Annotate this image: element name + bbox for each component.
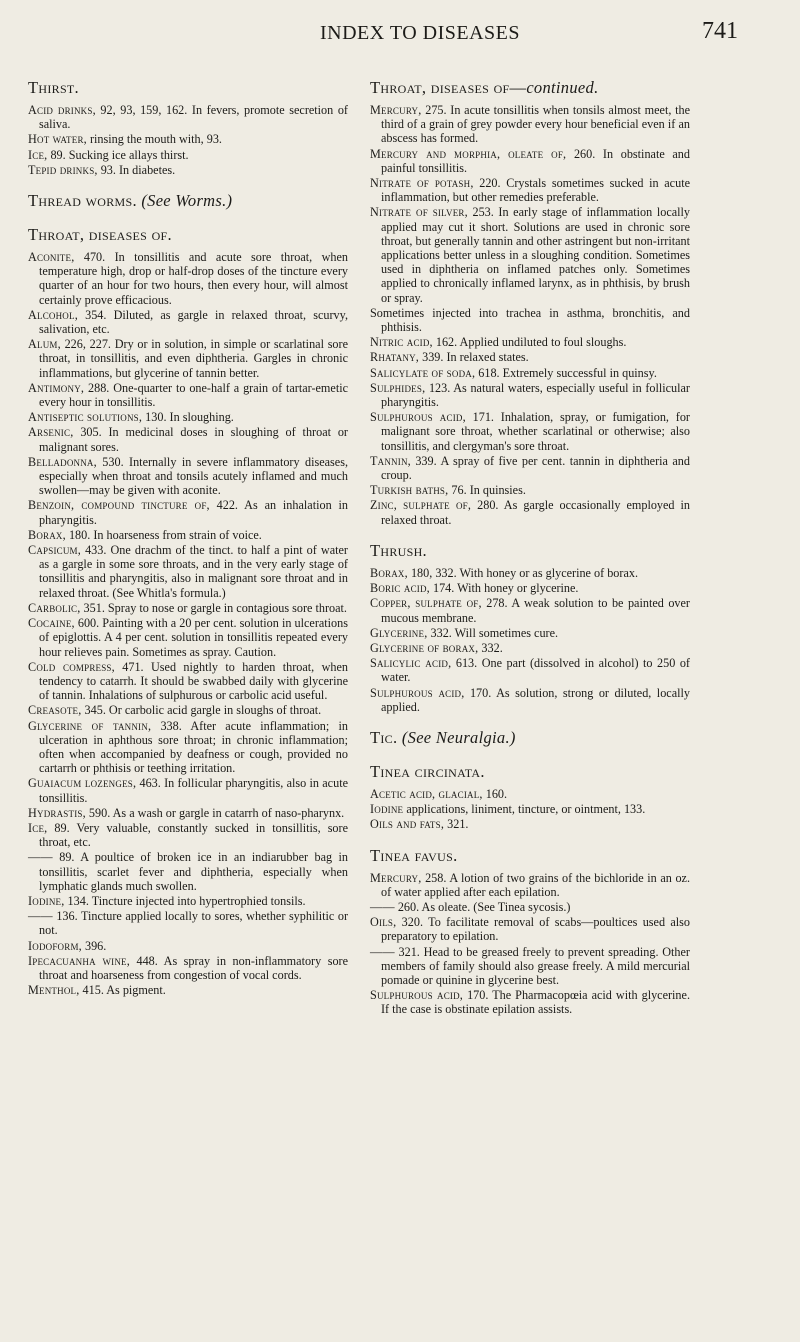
entry-term: Salicylate of soda, [370, 365, 476, 380]
index-entry [28, 806, 348, 820]
index-entry [28, 410, 348, 424]
entry-term: Hot water, [28, 132, 87, 147]
index-section-throat-diseases-of [28, 225, 348, 997]
entry-term: Oils and fats, [370, 817, 445, 832]
index-entry [370, 350, 690, 364]
entry-term: Aconite, [28, 250, 75, 265]
entry-text: 180. In hoarseness from strain of voice. [65, 527, 262, 542]
entry-text: 463. In follicular pharyngitis, also in acute tonsillitis. [39, 776, 348, 805]
index-entry [28, 954, 348, 982]
index-entry [370, 945, 690, 988]
page-number: 741 [702, 18, 738, 44]
section-heading [28, 191, 348, 211]
heading-text: Thirst. [28, 78, 79, 97]
entry-text: 618. Extremely successful in quinsy. [475, 365, 657, 380]
index-entry [28, 719, 348, 776]
index-entry [370, 176, 690, 204]
entry-text: 288. One-quarter to one-half a grain of tartar-emetic every hour in tonsillitis. [39, 380, 348, 410]
entry-term: Hydrastis, [28, 805, 86, 820]
section-heading [370, 78, 690, 98]
see-reference: (See Worms.) [141, 191, 233, 211]
entry-text: 130. In sloughing. [142, 410, 234, 425]
index-entry [28, 148, 348, 162]
entry-text: 351. Spray to nose or gargle in contagious sore throat. [80, 600, 347, 615]
index-entry [28, 821, 348, 849]
heading-text: Tinea favus. [370, 845, 458, 865]
index-entry [28, 543, 348, 600]
section-heading [28, 78, 348, 98]
index-entry [28, 381, 348, 409]
section-heading [370, 846, 690, 866]
entry-text: 93. In diabetes. [97, 162, 176, 177]
index-entry [28, 983, 348, 997]
entry-term: Sulphurous acid, [370, 685, 465, 700]
index-entry [370, 802, 690, 816]
entry-term: Alcohol, [28, 307, 78, 322]
entry-term: Iodine, [28, 893, 65, 908]
index-entry [370, 483, 690, 497]
index-section-throat-diseases-of [370, 78, 690, 527]
index-entry [370, 381, 690, 409]
entry-term: Capsicum, [28, 543, 81, 558]
entry-text: 321. Head to be greased freely to prevent spreading. Other members of family should also grease freely. A mild mercurial pomade or quinine in glycerine best. [381, 944, 690, 987]
index-entry [370, 871, 690, 899]
entry-text: 448. As spray in non-inflammatory sore throat and hoarseness from congestion of vocal cords. [39, 953, 349, 982]
index-entry [28, 455, 348, 498]
entry-term: Menthol, [28, 983, 80, 998]
section-heading [370, 541, 690, 561]
index-entry [370, 581, 690, 595]
index-entry [370, 686, 690, 714]
entry-term: —— [28, 850, 53, 865]
entry-term: Cold compress, [28, 659, 115, 674]
entry-term: Rhatany, [370, 350, 420, 365]
index-entry [28, 939, 348, 953]
entry-term: Borax, [28, 527, 66, 542]
entry-text: 415. As pigment. [79, 983, 166, 998]
entry-text: 226, 227. Dry or in solution, in simple or scarlatinal sore throat, in tonsillitis, and even diphtheria. Gargles in chronic inflammations, but glycerine of tannin better. [39, 337, 348, 380]
entry-text: 471. Used nightly to harden throat, when tendency to catarrh. It should be swabbed daily with glycerine of tannin. Inhalations of sulphurous or carbolic acid useful. [39, 659, 349, 703]
index-entry [370, 366, 690, 380]
entry-text: 253. In early stage of inflammation locally applied may cut it short. Solutions are used in chronic sore throat, but generally tannin and other astringent but non-irritant applications better unless in a sloughing condition. Sometimes used in diphtheria on inflamed patches only. Sometimes applied to chronically inflamed larynx, as in phthisis, by brush or spray. [381, 205, 691, 305]
entry-text: 339. A spray of five per cent. tannin in diphtheria and croup. [381, 453, 690, 483]
index-entry [28, 909, 348, 937]
entry-term: Acid drinks, [28, 103, 96, 117]
entry-term: Nitrate of silver, [370, 205, 468, 220]
entry-text: 530. Internally in severe inflammatory diseases, especially when throat and tonsils acutely inflamed and much swollen—may be given with aconite. [39, 454, 348, 498]
entry-text: 433. One drachm of the tinct. to half a pint of water as a gargle in some sore throats, and in the very early stage of tonsillitis and pharyngitis, also in malignant sore throat and in relaxed throat. (See Whitla's formula.) [39, 543, 348, 600]
entry-term: Ice, [28, 147, 48, 162]
entry-term: Antimony, [28, 380, 85, 395]
entry-term: Mercury, [370, 103, 422, 117]
entry-term: Benzoin, compound tincture of, [28, 498, 210, 513]
index-entry [28, 337, 348, 380]
entry-term: Boric acid, [370, 581, 430, 596]
index-section-tinea-circinata [370, 762, 690, 832]
index-entry [370, 641, 690, 655]
index-entry [28, 703, 348, 717]
entry-text: applications, liniment, tincture, or ointment, 133. [403, 802, 646, 817]
index-entry [370, 596, 690, 624]
index-section-thirst [28, 78, 348, 177]
index-entry [28, 850, 348, 893]
entry-text: 89. Sucking ice allays thirst. [47, 147, 189, 162]
entry-text: 92, 93, 159, 162. In fevers, promote secretion of saliva. [39, 103, 348, 132]
entry-term: Creasote, [28, 703, 82, 718]
entry-text: 89. Very valuable, constantly sucked in tonsillitis, sore throat, etc. [39, 820, 348, 850]
entry-term: Alum, [28, 337, 61, 352]
index-section-tic [370, 728, 690, 748]
index-entry [370, 900, 690, 914]
entry-text: 613. One part (dissolved in alcohol) to 250 of water. [381, 656, 690, 685]
entry-text: 305. In medicinal doses in sloughing of throat or malignant sores. [39, 425, 348, 454]
entry-text: 320. To facilitate removal of scabs—poultices used also preparatory to epilation. [381, 915, 690, 944]
entry-term: Nitrate of potash, [370, 176, 474, 191]
index-entry [370, 498, 690, 526]
entry-text: 76. In quinsies. [448, 483, 526, 498]
entry-text: 321. [444, 817, 469, 832]
entry-text: 280. As gargle occasionally employed in relaxed throat. [381, 498, 690, 527]
entry-text: 345. Or carbolic acid gargle in sloughs of throat. [81, 703, 322, 718]
index-entry [28, 498, 348, 526]
entry-term: Antiseptic solutions, [28, 410, 143, 425]
entry-term: Guaiacum lozenges, [28, 776, 137, 791]
entry-term: Tannin, [370, 453, 411, 468]
entry-text: 170. As solution, strong or diluted, locally applied. [381, 685, 690, 714]
heading-continued: continued. [526, 78, 599, 97]
index-entry [370, 147, 690, 175]
left-column [28, 78, 348, 1011]
index-entry [370, 454, 690, 482]
index-entry [28, 132, 348, 146]
entry-term: Sulphurous acid, [370, 988, 464, 1003]
heading-text: Thread worms. [28, 191, 137, 211]
entry-text: 354. Diluted, as gargle in relaxed throat, scurvy, salivation, etc. [39, 307, 348, 337]
heading-text: Tinea circinata. [370, 761, 485, 781]
entry-term: Glycerine of tannin, [28, 718, 152, 733]
entry-term: Iodine [370, 802, 404, 817]
entry-term: Borax, [370, 565, 408, 580]
entry-term: Tepid drinks, [28, 162, 98, 177]
entry-term: Nitric acid, [370, 335, 433, 350]
index-entry [28, 616, 348, 659]
entry-text: 220. Crystals sometimes sucked in acute inflammation, but other remedies preferable. [381, 176, 690, 205]
entry-text: 470. In tonsillitis and acute sore throat, when temperature high, drop or half-drop doses of the tincture every quarter of an hour for two hours, then every hour, will almost certainly prove efficacious. [39, 250, 348, 307]
index-entry [370, 103, 690, 146]
index-entry [28, 601, 348, 615]
index-entry [370, 306, 690, 334]
entry-term: Mercury and morphia, oleate of, [370, 146, 567, 161]
index-entry [370, 988, 690, 1016]
entry-text: 332. Will sometimes cure. [427, 625, 559, 640]
index-entry [370, 410, 690, 453]
index-entry [28, 894, 348, 908]
index-entry [28, 425, 348, 453]
entry-term: Arsenic, [28, 425, 74, 440]
entry-term: Cocaine, [28, 616, 75, 631]
entry-text: 89. A poultice of broken ice in an indiarubber bag in tonsillitis, scarlet fever and diphtheria, especially when lymphatic glands much swollen. [39, 850, 348, 893]
entry-term: Sulphurous acid, [370, 410, 466, 425]
index-entry [28, 308, 348, 336]
entry-term: Carbolic, [28, 600, 81, 615]
entry-text: rinsing the mouth with, 93. [86, 132, 222, 147]
entry-term: Salicylic acid, [370, 656, 452, 671]
entry-term: Glycerine of borax, [370, 640, 479, 655]
entry-term: Acetic acid, glacial, [370, 786, 483, 801]
entry-term: Copper, sulphate of, [370, 596, 482, 611]
heading-text: Tic. [370, 727, 398, 747]
entry-term: Ice, [28, 820, 48, 835]
entry-text: 600. Painting with a 20 per cent. solution in ulcerations of epiglottis. A 4 per cent. solution in tonsillitis repeated every hour relieves pain. Sometimes as spray. Caution. [39, 616, 348, 659]
index-entry [28, 250, 348, 307]
entry-text: Sometimes injected into trachea in asthma, bronchitis, and phthisis. [370, 305, 690, 335]
entry-text: 590. As a wash or gargle in catarrh of naso-pharynx. [85, 805, 345, 820]
entry-text: 162. Applied undiluted to foul sloughs. [432, 335, 627, 350]
index-entry [28, 528, 348, 542]
index-section-tinea-favus [370, 846, 690, 1017]
entry-term: Oils, [370, 915, 397, 930]
see-reference: (See Neuralgia.) [401, 727, 516, 747]
entry-text: 260. As oleate. (See Tinea sycosis.) [394, 899, 571, 914]
entry-term: Glycerine, [370, 625, 428, 640]
entry-term: Mercury, [370, 870, 422, 885]
entry-text: 258. A lotion of two grains of the bichloride in an oz. of water applied after each epilation. [381, 870, 690, 899]
entry-text: 171. Inhalation, spray, or fumigation, for malignant sore throat, whether scarlatinal or otherwise; also tonsillitis, and clergyman's sore throat. [381, 410, 690, 453]
entry-text: 180, 332. With honey or as glycerine of borax. [407, 565, 639, 580]
index-entry [370, 656, 690, 684]
entry-term: Zinc, sulphate of, [370, 498, 472, 513]
entry-term: Iodoform, [28, 938, 82, 953]
section-heading [28, 225, 348, 245]
entry-term: Ipecacuanha wine, [28, 953, 130, 968]
running-title: INDEX TO DISEASES [320, 22, 520, 44]
right-column [370, 78, 690, 1031]
index-entry [370, 915, 690, 943]
section-heading [370, 728, 690, 748]
index-entry [28, 776, 348, 804]
entry-text: 275. In acute tonsillitis when tonsils almost meet, the third of a grain of grey powder every hour beneficial even if an abscess has formed. [381, 103, 690, 146]
index-entry [370, 205, 690, 304]
index-entry [370, 787, 690, 801]
entry-text: 160. [482, 786, 508, 801]
index-section-thrush [370, 541, 690, 714]
entry-term: Belladonna, [28, 454, 97, 469]
entry-text: 278. A weak solution to be painted over mucous membrane. [381, 596, 690, 625]
section-heading [370, 762, 690, 782]
entry-text: 123. As natural waters, especially useful in follicular pharyngitis. [381, 380, 690, 410]
heading-text: Throat, diseases of. [28, 225, 172, 245]
running-header [0, 18, 800, 62]
index-section-thread-worms [28, 191, 348, 211]
entry-text: 260. In obstinate and painful tonsillitis. [381, 146, 690, 175]
entry-text: 339. In relaxed states. [419, 350, 529, 365]
entry-term: —— [370, 944, 395, 959]
entry-text: 332. [478, 640, 503, 655]
entry-term: Sulphides, [370, 380, 426, 395]
entry-text: 338. After acute inflammation; in ulceration in aphthous sore throat; in chronic inflammation; often when accompanied by deafness or cough, provided no cartarrh or phthisis or teething irritation. [39, 718, 348, 776]
index-entry [370, 566, 690, 580]
index-entry [370, 626, 690, 640]
entry-term: Turkish baths, [370, 483, 449, 498]
index-entry [370, 335, 690, 349]
entry-text: 170. The Pharmacopœia acid with glycerine. If the case is obstinate epilation assists. [381, 988, 690, 1017]
entry-term: —— [370, 899, 395, 914]
index-entry [370, 817, 690, 831]
entry-text: 422. As an inhalation in pharyngitis. [39, 498, 348, 527]
heading-text: Throat, diseases of— [370, 78, 527, 97]
entry-text: 134. Tincture injected into hypertrophied tonsils. [64, 893, 306, 908]
index-entry [28, 103, 348, 131]
entry-term: —— [28, 909, 53, 924]
index-entry [28, 660, 348, 703]
entry-text: 136. Tincture applied locally to sores, whether syphilitic or not. [39, 909, 348, 938]
entry-text: 174. With honey or glycerine. [429, 581, 579, 596]
index-entry [28, 163, 348, 177]
entry-text: 396. [81, 938, 107, 953]
heading-text: Thrush. [370, 540, 427, 560]
